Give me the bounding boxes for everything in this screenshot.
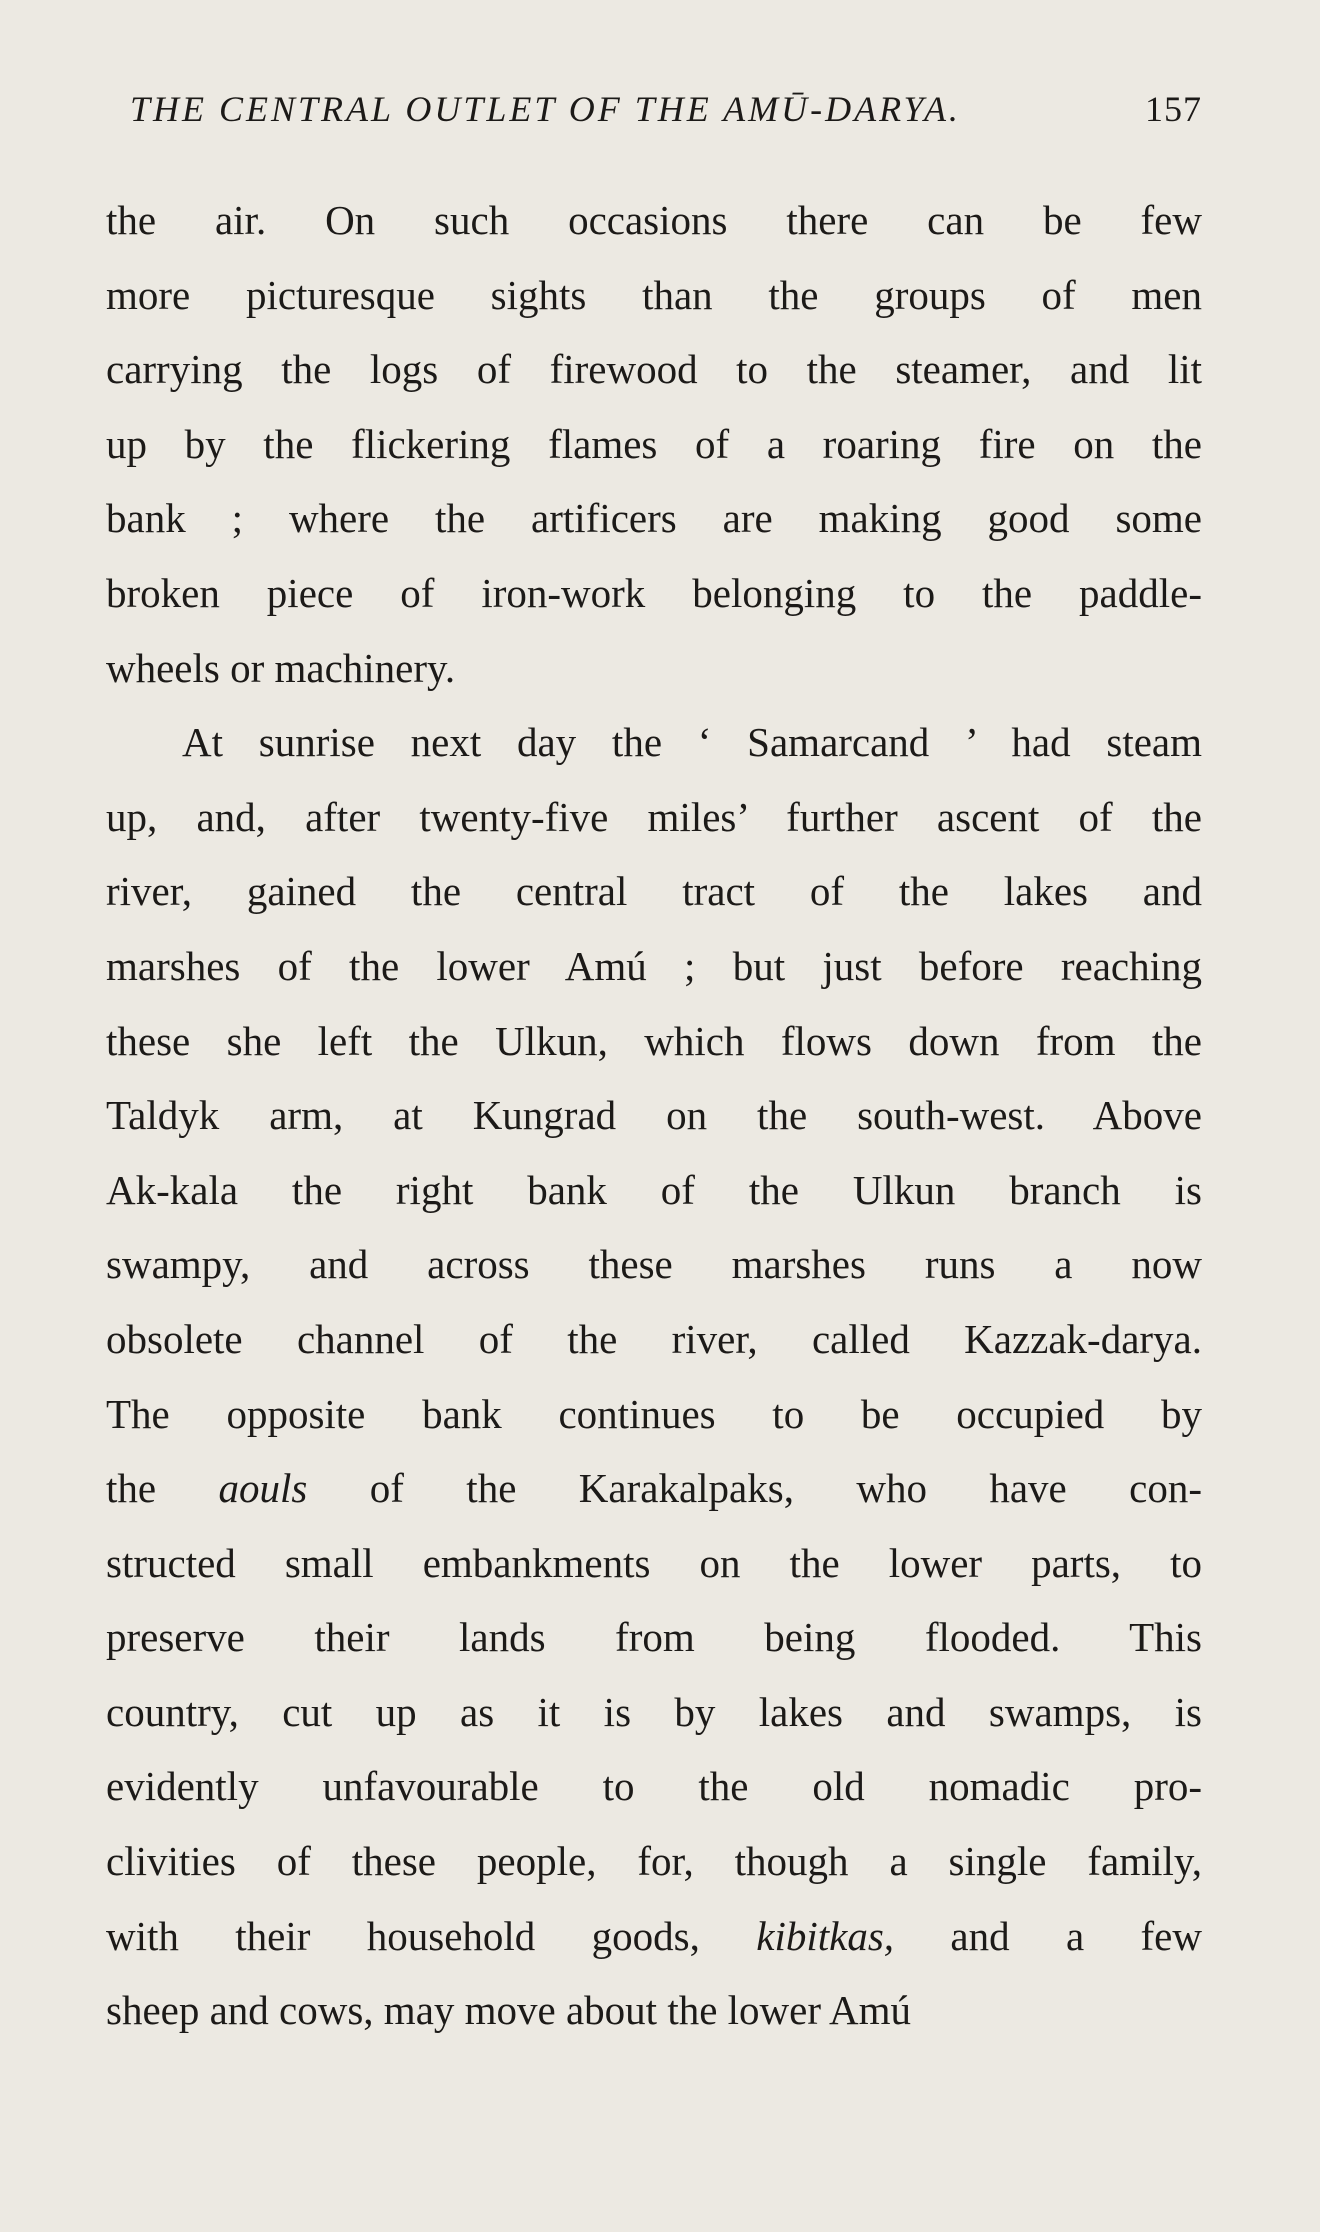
- text-line: [106, 481, 1202, 556]
- text-segment: the: [106, 1465, 219, 1512]
- text-segment: evidently unfavourable to the old nomadic pro-: [106, 1763, 1202, 1810]
- text-line: [106, 780, 1202, 855]
- text-segment: marshes of the lower Amú ; but just before reaching: [106, 942, 1202, 989]
- text-segment: wheels or machinery.: [106, 644, 456, 691]
- text-line: [106, 631, 1202, 706]
- text-segment: The opposite bank continues to be occupied by: [106, 1390, 1202, 1437]
- text-segment: bank ; where the artificers are making good some: [106, 495, 1202, 542]
- text-line: [106, 1377, 1202, 1452]
- text-segment: river, gained the central tract of the lakes and: [106, 868, 1202, 915]
- text-segment: more picturesque sights than the groups of men: [106, 271, 1202, 318]
- text-segment: and a few: [894, 1912, 1202, 1959]
- text-segment: broken piece of iron-work belonging to the paddle-: [106, 569, 1202, 616]
- text-line: [106, 1600, 1202, 1675]
- text-segment: up, and, after twenty-five miles’ further ascent of the: [106, 793, 1202, 840]
- text-segment: of the Karakalpaks, who have con-: [307, 1465, 1202, 1512]
- text-line: [106, 1973, 1202, 2048]
- text-segment: preserve their lands from being flooded. This: [106, 1614, 1202, 1661]
- text-line: [106, 1824, 1202, 1899]
- text-line: [106, 705, 1202, 780]
- text-segment: Ak-kala the right bank of the Ulkun branch is: [106, 1166, 1202, 1213]
- text-line: [106, 1749, 1202, 1824]
- text-segment: with their household goods,: [106, 1912, 757, 1959]
- text-line: [106, 1227, 1202, 1302]
- text-line: [106, 1302, 1202, 1377]
- page-number: 157: [1145, 89, 1202, 129]
- text-segment: clivities of these people, for, though a single family,: [106, 1838, 1202, 1885]
- text-line: [106, 1004, 1202, 1079]
- italic-term: kibitkas,: [756, 1912, 895, 1959]
- text-line: [106, 1078, 1202, 1153]
- text-line: [106, 258, 1202, 333]
- text-line: [106, 556, 1202, 631]
- running-title: THE CENTRAL OUTLET OF THE AMŪ-DARYA.: [130, 89, 961, 129]
- text-segment: At sunrise next day the ‘ Samarcand ’ had steam: [182, 719, 1202, 766]
- text-line: [106, 854, 1202, 929]
- text-line: [106, 1526, 1202, 1601]
- text-line: [106, 1899, 1202, 1974]
- text-segment: sheep and cows, may move about the lower Amú: [106, 1987, 912, 2034]
- text-segment: obsolete channel of the river, called Kazzak-darya.: [106, 1315, 1202, 1362]
- text-line: [106, 1153, 1202, 1228]
- text-line: [106, 929, 1202, 1004]
- text-line: [106, 1451, 1202, 1526]
- running-head: [130, 88, 1202, 142]
- text-segment: country, cut up as it is by lakes and swamps, is: [106, 1688, 1202, 1735]
- text-segment: the air. On such occasions there can be few: [106, 197, 1202, 243]
- text-line: [106, 407, 1202, 482]
- italic-term: aouls: [218, 1465, 308, 1512]
- text-line: [106, 332, 1202, 407]
- text-segment: these she left the Ulkun, which flows down from the: [106, 1017, 1202, 1064]
- text-segment: Taldyk arm, at Kungrad on the south-west. Above: [106, 1092, 1202, 1139]
- text-segment: up by the flickering flames of a roaring fire on the: [106, 420, 1202, 467]
- text-segment: structed small embankments on the lower parts, to: [106, 1539, 1202, 1586]
- text-line: [106, 1675, 1202, 1750]
- text-segment: swampy, and across these marshes runs a now: [106, 1241, 1202, 1288]
- body-text: [106, 183, 1202, 2048]
- text-segment: carrying the logs of firewood to the steamer, and lit: [106, 346, 1202, 393]
- text-line: [106, 183, 1202, 258]
